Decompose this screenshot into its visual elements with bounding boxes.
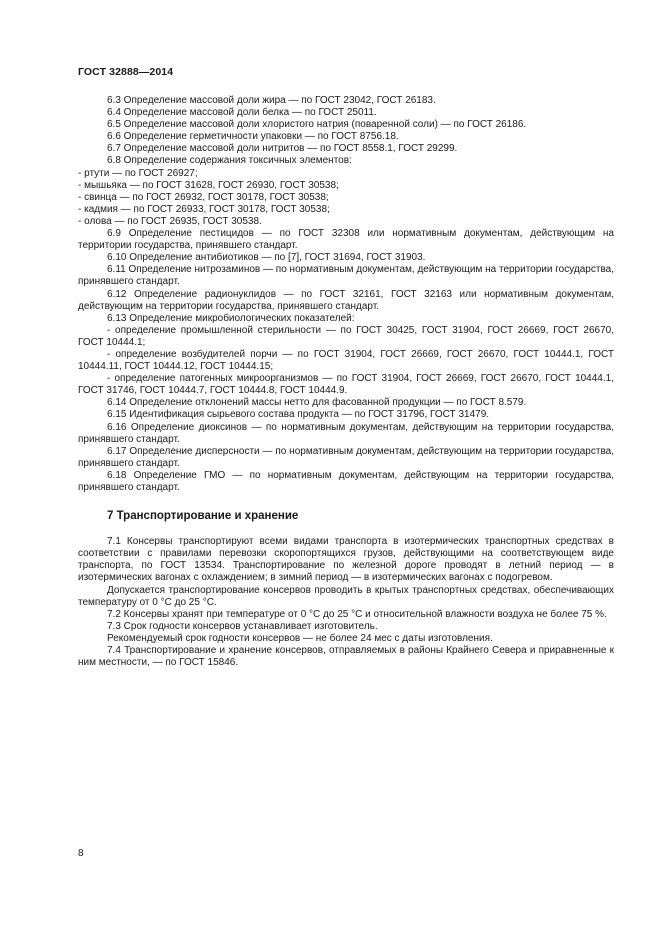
document-header: ГОСТ 32888—2014 [78,66,174,78]
paragraph: 6.5 Определение массовой доли хлористого натрия (поваренной соли) — по ГОСТ 26186. [107,119,527,131]
list-item: - свинца — по ГОСТ 26932, ГОСТ 30178, ГОСТ 30538; [78,191,329,203]
list-item: - кадмия — по ГОСТ 26933, ГОСТ 30178, ГОСТ 30538; [78,203,330,215]
paragraph: 6.10 Определение антибиотиков — по [7], ГОСТ 31694, ГОСТ 31903. [107,252,426,264]
document-body [78,95,614,669]
paragraph: 6.4 Определение массовой доли белка — по ГОСТ 25011. [107,107,377,119]
paragraph: - определение патогенных микроорганизмов — по ГОСТ 31904, ГОСТ 26669, ГОСТ 26670, ГОСТ 10444.1, ГОСТ 31746, ГОСТ 10444.7, ГОСТ 10444.8, ГОСТ 10444.9. [78,373,614,397]
list-item: - олова — по ГОСТ 26935, ГОСТ 30538. [78,215,262,227]
paragraph: - определение возбудителей порчи — по ГОСТ 31904, ГОСТ 26669, ГОСТ 26670, ГОСТ 10444.1, ГОСТ 10444.11, ГОСТ 10444.12, ГОСТ 10444.15; [78,348,614,373]
section-7-heading: 7 Транспортирование и хранение [107,510,299,523]
paragraph: 6.14 Определение отклонений массы нетто для фасованной продукции — по ГОСТ 8.579. [107,397,527,409]
paragraph: 7.2 Консервы хранят при температуре от 0 °С до 25 °С и относительной влажности воздуха не более 75 %. [107,608,607,620]
section-7-paragraphs [78,536,614,669]
paragraph: 7.3 Срок годности консервов устанавливает изготовитель. [107,620,378,632]
paragraph: 6.15 Идентификация сырьевого состава продукта — по ГОСТ 31796, ГОСТ 31479. [107,409,490,421]
paragraph: 6.7 Определение массовой доли нитритов — по ГОСТ 8558.1, ГОСТ 29299. [107,143,458,155]
paragraph: 7.1 Консервы транспортируют всеми видами транспорта в изотермических транспортных средствах в соответствии с правилами перевозки скоропортящихся грузов, действующими на соответствующем виде транспорта, по ГОСТ 13534. Транспортирование по железной дороге проводят в летний период — в изотермических вагонах с охлаждением; в зимний период — в изотермических вагонах с подогревом. [78,536,614,584]
paragraph: 6.11 Определение нитрозаминов — по нормативным документам, действующим на территории государства, принявшего стандарт. [78,264,614,288]
paragraph: 6.12 Определение радионуклидов — по ГОСТ 32161, ГОСТ 32163 или нормативным документам, действующим на территории государства, принявшего стандарт. [78,288,614,312]
section-6-list [78,95,614,494]
paragraph: Рекомендуемый срок годности консервов — не более 24 мес с даты изготовления. [107,632,493,644]
list-item: - мышьяка — по ГОСТ 31628, ГОСТ 26930, ГОСТ 30538; [78,179,339,191]
paragraph: 7.4 Транспортирование и хранение консервов, отправляемых в районы Крайнего Севера и приравненные к ним местности, — по ГОСТ 15846. [78,645,614,669]
paragraph: 6.6 Определение герметичности упаковки — по ГОСТ 8756.18. [107,131,399,143]
paragraph: 6.3 Определение массовой доли жира — по ГОСТ 23042, ГОСТ 26183. [107,95,436,106]
paragraph: 6.13 Определение микробиологических показателей: [107,312,355,324]
list-item: - ртути — по ГОСТ 26927; [78,167,198,179]
paragraph: 6.8 Определение содержания токсичных элементов: [107,155,352,167]
paragraph: 6.9 Определение пестицидов — по ГОСТ 32308 или нормативным документам, действующим на территории государства, принявшего стандарт. [78,228,614,252]
paragraph: 6.18 Определение ГМО — по нормативным документам, действующим на территории государства, принявшего стандарт. [78,469,614,493]
paragraph: 6.17 Определение дисперсности — по нормативным документам, действующим на территории государства, принявшего стандарт. [78,445,614,469]
page-number: 8 [78,848,84,859]
paragraph: - определение промышленной стерильности — по ГОСТ 30425, ГОСТ 31904, ГОСТ 26669, ГОСТ 26670, ГОСТ 10444.1; [78,324,614,348]
paragraph: Допускается транспортирование консервов проводить в крытых транспортных средствах, обеспечивающих температуру от 0 °С до 25 °С. [78,584,614,608]
paragraph: 6.16 Определение диоксинов — по нормативным документам, действующим на территории государства, принявшего стандарт. [78,421,614,445]
